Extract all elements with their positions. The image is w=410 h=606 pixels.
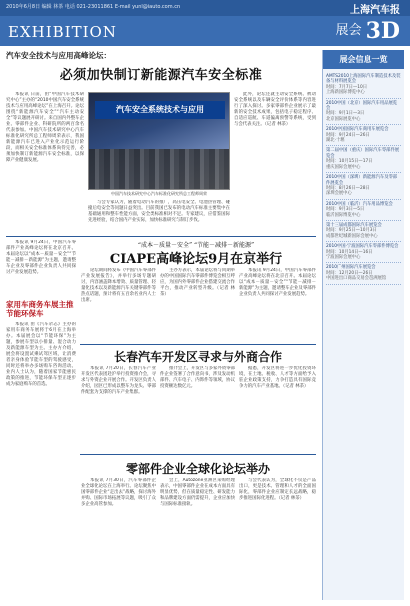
article2-column-2: [81, 268, 156, 340]
article2-column-4: [239, 268, 316, 340]
article3-headline: 长春汽车开发区寻求与外商合作: [113, 350, 282, 364]
article1-photo: [88, 92, 230, 190]
exhibition-date: 时间：10月14日—16日: [326, 249, 373, 255]
exhibition-name: 2010中国（临沂）汽车用品博览会: [326, 201, 393, 207]
exhibition-date: 时间：9月25日—10月3日: [326, 228, 377, 234]
article1-column-2: [88, 200, 230, 232]
article2-text-3: 主办方表示，本届论坛将与同期举办的中国国际汽车零部件博览会相互呼应，为国内外零部件企业搭建交流合作平台，推动产业转型升级。（记者 林茶）: [160, 268, 235, 297]
exhibition-name: 2010中国·宁波国际汽车零部件博览会: [326, 244, 399, 250]
article3-column-1: [81, 366, 156, 450]
list-item: [326, 200, 401, 221]
list-item: [326, 72, 401, 99]
article2-text-2: 论坛期间将发布《中国汽车零部件产业发展报告》，并举行多场专题研讨，内容涵盖降本增效、质量管理、轻量化技术以及新能源汽车关键零部件等热点话题，预计将有五百余名业内人士出席。: [81, 268, 156, 303]
exhibition-name: 第二届中国（重庆）国际汽车零部件展览会: [326, 148, 400, 159]
divider-1: [6, 236, 316, 237]
article2-text-4: 本报讯 9月24日，中国汽车零部件产业高峰论坛将在北京召开。本届论坛以“成本－质量－安全”“节能－减排－新能源”为主题，邀请整车企业及零部件企业负责人共同探讨产业发展趋势。: [239, 268, 316, 297]
divider-3: [80, 454, 316, 455]
list-item: [326, 242, 401, 263]
list-item: [326, 125, 401, 146]
exhibition-name: AMTS2010上海国际汽车制造技术及装备与材料展览会: [326, 74, 401, 85]
exhibition-venue: 上海新国际博览中心: [326, 90, 365, 96]
article2-text-1: 本报讯 9月24日，中国汽车零部件产业高峰论坛将在北京召开。本届论坛以“成本－质量－安全”“节能－减排－新能源”为主题，邀请整车企业及零部件企业负责人共同探讨产业发展趋势。: [6, 240, 76, 275]
exhibition-name: 2010中国国际汽车商用车展览会: [326, 127, 389, 133]
sidebar-list: [323, 69, 404, 288]
exhibition-venue: 深圳会展中心: [326, 191, 352, 197]
article3-text-1: 本报讯 7月20日，长春汽车产业开发区代表团赴沪举行投资推介会，寻求与外资企业开展合作。开发区负责人介绍，园区已形成以整车为龙头、零部件配套为支撑的汽车产业集群。: [81, 366, 156, 395]
exhibition-date: 时间：12月20日—26日: [326, 270, 373, 276]
exhibition-name: 2010广州国际汽车展览会: [326, 265, 376, 271]
article1-text-3: 此外，论坛还就主动安全系统、被动安全系统以及车辆安全评价体系等内容进行了深入探讨。多家零部件企业展示了最新的安全技术成果，包括电子稳定程序、自适应巡航、车道偏离预警等系统，受到与会代表关注。（记者 林茶）: [234, 92, 316, 127]
article4-headline: 零部件企业全球化论坛举办: [125, 462, 270, 476]
main-content: [6, 50, 316, 600]
boxed-headline: 家用车商务车展主推节能环保车: [6, 300, 74, 318]
article2-subhead: “成本－质量－安全” “节能－减排－新能源”: [137, 242, 255, 249]
article1-column-3: [234, 92, 316, 232]
exhibition-venue: 成都世纪城新国际会展中心: [326, 233, 378, 239]
section-code-text: 3D: [365, 18, 400, 44]
article3-column-2: [160, 366, 235, 450]
article1-headline: 必须加快制订新能源汽车安全标准: [59, 68, 263, 83]
list-item: [326, 221, 401, 242]
section-band: [0, 16, 410, 46]
sidebar-title: 展会信息一览: [323, 50, 404, 69]
exhibition-venue: 临沂国际博览中心: [326, 212, 361, 218]
exhibition-name: 2010中国（北京）国际汽车用品展览会: [326, 100, 398, 112]
article4-text-3: 与会代表认为，全球化不仅是产品出口，更是技术、管理和人才的全面国际化，零部件企业应制定长远战略，稳步推进国际化进程。（记者 林茶）: [239, 478, 316, 501]
exhibition-venue: 宁波国际会展中心: [326, 254, 361, 260]
article1-text-1: 本报讯 日前，由“中国汽车技术研究中心”主办的“2010中国汽车安全系统技术与应用高峰论坛”在上海召开。论坛围绕“新能源汽车安全”“汽车主动安全”等议题展开研讨。来自国内外整车企业、零部件企业、科研院所的两百余名代表参加。中国汽车技术研究中心汽车标准化研究所总工程师周荣表示，我国新能源汽车已进入产业化示范运行阶段，而相关安全标准体系尚待完善，必须加快制订新能源汽车安全标准，以保障产业健康发展。: [6, 92, 84, 163]
article3-column-3: [239, 366, 316, 450]
list-item: [326, 173, 401, 200]
article4-column-2: [160, 478, 235, 598]
masthead-bar: [0, 0, 410, 16]
exhibition-venue: 北京国际展览中心: [326, 116, 361, 122]
section-name-zh: 展会: [335, 23, 362, 38]
exhibition-sidebar: [322, 50, 404, 600]
exhibition-venue: 湖北·十堰: [326, 138, 345, 144]
exhibition-date: 时间：9月3日—5日: [326, 207, 365, 213]
section-name: EXHIBITION: [8, 23, 117, 41]
article4-text-2: 会上，Autozone亚洲区采购经理表示，中国零部件企业在成本方面具有明显优势，但在质量稳定性、研发能力和品牌建设方面仍需提升，企业应加快与国际标准接轨。: [160, 478, 235, 507]
article3-text-2: 推介会上，开发区与多家外资零部件企业签署了合作意向书，涉及发动机部件、汽车电子、内饰件等领域，协议投资额达数亿元。: [160, 366, 235, 389]
boxed-body: [6, 322, 76, 592]
article4-column-3: [239, 478, 316, 598]
article4-column-1: [81, 478, 156, 598]
divider-2: [80, 344, 316, 345]
article2-column-3: [160, 268, 235, 340]
exhibition-date: 时间：7月7日—10日: [326, 84, 368, 90]
article4-text-1: 本报讯 7月30日，汽车零部件企业全球化论坛在上海举行。论坛聚焦中国零部件企业“走出去”战略，探讨海外并购、国际市场拓展等议题，吸引了众多企业高管参加。: [81, 478, 156, 507]
exhibition-name: 2010中国（深圳）新能源汽车及零部件展览会: [326, 175, 398, 186]
boxed-text: 本报讯 由《汽车杂志》主办的家用车商务车展将于6月在上海举办。本届展会以“节能环保”为主题，参展车型以小排量、混合动力及新能源车型为主。主办方介绍，展会将设置试乘试驾区域，让消费者亲身体验节能车型的驾驶感受，同时还将举办多场购车咨询活动。业内人士认为，随着国家节能惠民政策的推进，节能环保车型正逐步成为家庭购车的首选。: [6, 322, 76, 387]
date-line: 2010年6月8日 编辑 林茶 电话 021-23011861 E-mail yunl@iauto.com.cn: [6, 4, 181, 10]
exhibition-date: 时间：10月15日—17日: [326, 159, 373, 165]
exhibition-date: 时间：9月1日—3日: [326, 111, 365, 117]
section-code: [336, 18, 400, 44]
exhibition-venue: 重庆国际会展中心: [326, 164, 361, 170]
article3-text-3: 据悉，开发区将进一步优化投资环境，在土地、税收、人才等方面给予入驻企业政策支持，力争打造具有国际竞争力的汽车产业基地。（记者 林茶）: [239, 366, 316, 389]
list-item: [326, 263, 401, 284]
exhibition-date: 时间：8月26日—28日: [326, 185, 370, 191]
photo-caption: 中国汽车技术研究中心汽车标准化研究所总工程师周荣: [111, 191, 207, 196]
exhibition-name: 第十三届成都国际汽车展览会: [326, 222, 382, 228]
article1-column-1: [6, 92, 84, 232]
photo-banner: 汽车安全系统技术与应用: [95, 101, 225, 119]
article1-kicker: 汽车安全技术与应用高峰论坛：: [6, 51, 111, 60]
list-item: [326, 99, 401, 126]
exhibition-venue: 中国进出口商品交易会琶洲展馆: [326, 276, 387, 282]
newspaper-brand: 上海汽车报: [350, 5, 400, 16]
photo-audience: [89, 149, 229, 189]
list-item: [326, 146, 401, 173]
article2-column-1: [6, 240, 76, 296]
article1-text-2: 与会专家认为，随着电动汽车的推广，高压电安全、电池热管理、碰撞后电安全等问题日益突出。目前我国已发布的电动汽车标准主要集中在基础通用和整车性能方面，安全类标准相对不足。专家建议，应借鉴国际先进经验，结合国内产业实际，加快标准研究与制订步伐。: [88, 200, 230, 223]
exhibition-date: 时间：9月24日—26日: [326, 132, 370, 138]
article2-headline: CIAPE高峰论坛9月在京举行: [109, 252, 283, 267]
